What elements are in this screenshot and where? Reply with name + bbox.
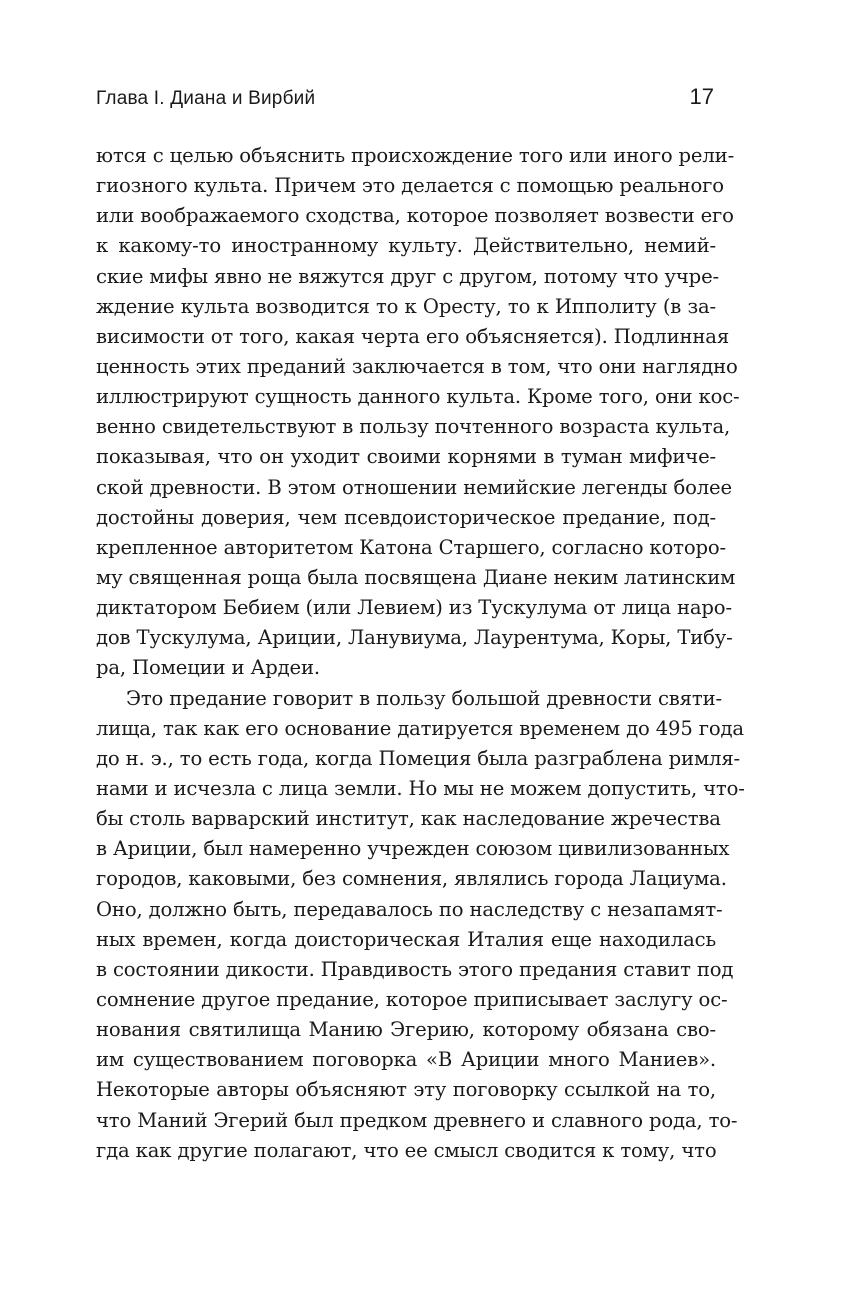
text-line: му священная роща была посвящена Диане неким латинским	[96, 565, 736, 589]
text-line: гда как другие полагают, что ее смысл сводится к тому, что	[96, 1138, 717, 1162]
text-line: в Ариции, был намеренно учрежден союзом цивилизованных	[96, 837, 730, 861]
text-line: ных времен, когда доисторическая Италия еще находилась	[96, 927, 716, 951]
text-line: висимости от того, какая черта его объясняется). Подлинная	[96, 324, 730, 348]
text-line: достойны доверия, чем псевдоисторическое предание, под-	[96, 505, 716, 529]
text-line: сомнение другое предание, которое приписывает заслугу ос-	[96, 987, 728, 1011]
page-number: 17	[689, 84, 714, 109]
text-line: гиозного культа. Причем это делается с помощью реального	[96, 174, 724, 198]
paragraph	[96, 141, 740, 684]
text-line: Некоторые авторы объясняют эту поговорку ссылкой на то,	[96, 1078, 716, 1102]
text-line: диктатором Бебием (или Левием) из Тускулума от лица наро-	[96, 596, 732, 620]
text-line: нования святилища Манию Эгерию, которому обязана сво-	[96, 1018, 716, 1042]
text-line: ценность этих преданий заключается в том, что они наглядно	[96, 354, 738, 378]
text-line: Это предание говорит в пользу большой древности святи-	[126, 686, 722, 710]
text-line: иллюстрируют сущность данного культа. Кроме того, они кос-	[96, 385, 740, 409]
text-line: дов Тускулума, Ариции, Ланувиума, Лаурентума, Коры, Тибу-	[96, 626, 733, 650]
paragraph	[96, 684, 745, 1166]
text-line: ра, Помеции и Ардеи.	[96, 656, 320, 680]
text-line: ские мифы явно не вяжутся друг с другом, потому что учре-	[96, 264, 719, 288]
text-line: венно свидетельствуют в пользу почтенного возраста культа,	[96, 415, 731, 439]
text-line: Оно, должно быть, передавалось по наследству с незапамят-	[96, 897, 723, 921]
text-line: городов, каковыми, без сомнения, являлись города Лациума.	[96, 867, 727, 891]
text-line: ются с целью объяснить происхождение того или иного рели-	[96, 144, 735, 167]
text-line: бы столь варварский институт, как наследование жречества	[96, 807, 721, 831]
text-line: или воображаемого сходства, которое позволяет возвести его	[96, 204, 734, 228]
text-line: ждение культа возводится то к Оресту, то к Ипполиту (в за-	[96, 294, 716, 318]
text-line: им существованием поговорка «В Ариции много Маниев».	[96, 1048, 716, 1072]
text-line: ской древности. В этом отношении немийские легенды более	[96, 475, 732, 499]
text-line: показывая, что он уходит своими корнями в туман мифиче-	[96, 445, 716, 469]
text-line: крепленное авторитетом Катона Старшего, согласно которо-	[96, 535, 727, 559]
text-line: в состоянии дикости. Правдивость этого предания ставит под	[96, 957, 734, 981]
text-line: к какому-то иностранному культу. Действительно, немий-	[96, 234, 716, 258]
text-line: что Маний Эгерий был предком древнего и славного рода, то-	[96, 1108, 738, 1132]
body-text	[96, 141, 745, 1166]
running-header	[96, 84, 716, 114]
text-line: нами и исчезла с лица земли. Но мы не можем допустить, что-	[96, 776, 745, 800]
text-line: до н. э., то есть года, когда Помеция была разграблена римля-	[96, 746, 741, 770]
chapter-title: Глава I. Диана и Вирбий	[96, 88, 316, 109]
text-line: лища, так как его основание датируется временем до 495 года	[96, 716, 744, 740]
